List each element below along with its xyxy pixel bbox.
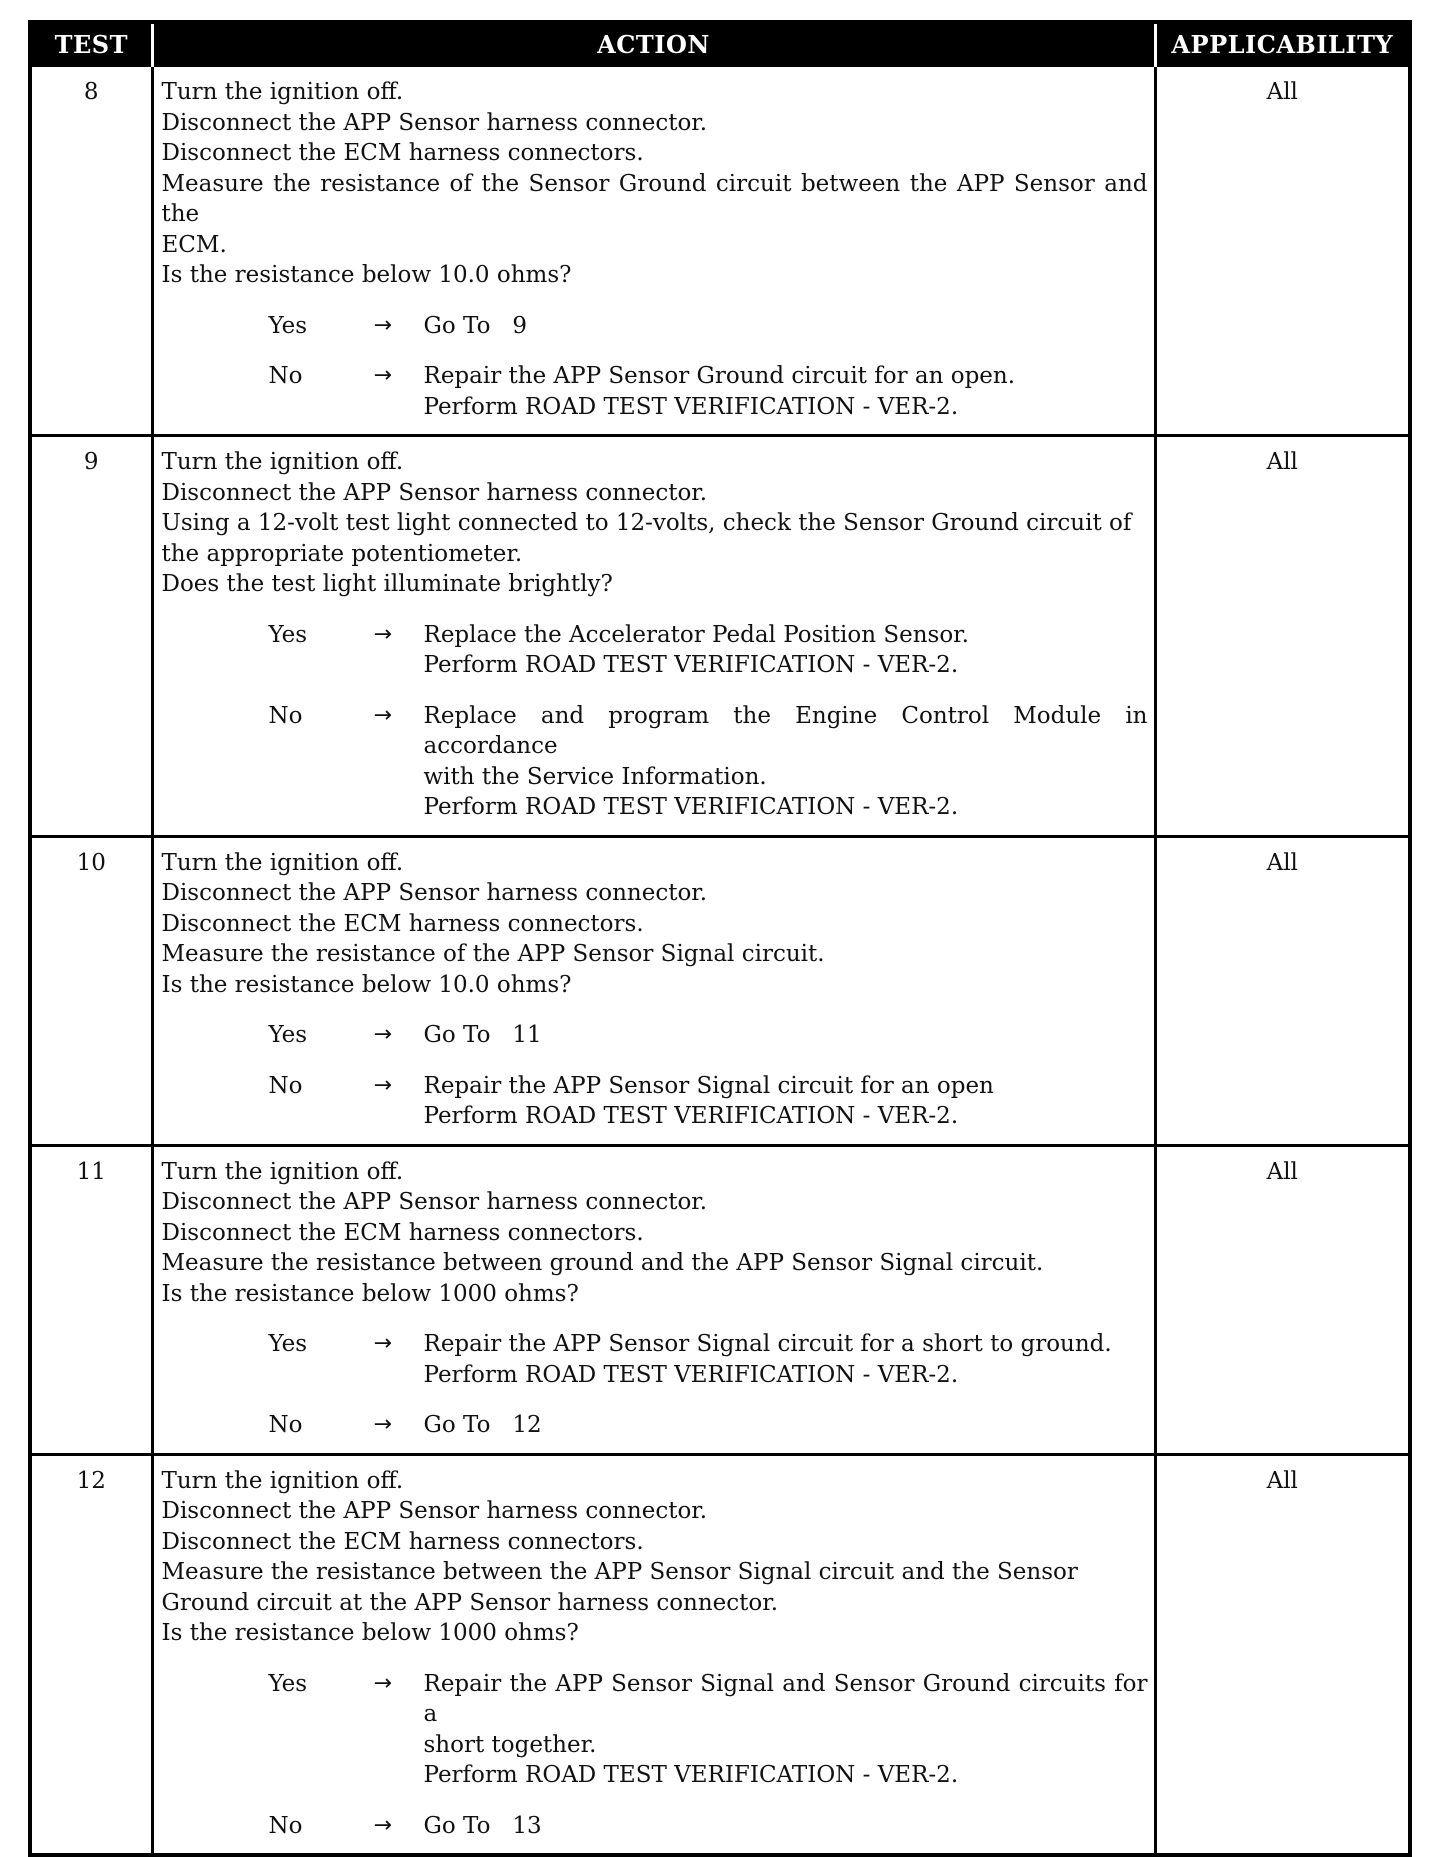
action-instruction: Disconnect the ECM harness connectors.	[161, 140, 644, 166]
applicability-value: All	[1155, 66, 1410, 436]
action-instruction: the appropriate potentiometer.	[161, 540, 523, 567]
no-label: No	[268, 702, 303, 729]
table-header-row	[30, 22, 1410, 66]
right-arrow-icon: →	[373, 621, 392, 647]
action-instruction: Using a 12-volt test light connected to 12-volts, check the Sensor Ground circuit of	[161, 510, 1132, 536]
no-result-line: Perform ROAD TEST VERIFICATION - VER-2.	[423, 1103, 959, 1129]
diagnostic-test-table	[28, 20, 1412, 1857]
yes-answer	[162, 1329, 1148, 1390]
no-result-line: with the Service Information.	[423, 763, 767, 790]
action-instruction: Measure the resistance between ground and the APP Sensor Signal circuit.	[161, 1250, 1044, 1276]
no-result-line: Perform ROAD TEST VERIFICATION - VER-2.	[423, 393, 959, 420]
yes-result	[423, 1669, 1155, 1791]
no-result	[424, 1071, 1148, 1132]
action-cell	[152, 1454, 1155, 1855]
yes-result	[424, 311, 1148, 342]
applicability-value: All	[1155, 1454, 1410, 1855]
no-result-line: Repair the APP Sensor Signal circuit for an open	[423, 1072, 994, 1099]
action-instruction: Measure the resistance of the Sensor Ground circuit between the APP Sensor and the	[161, 170, 1148, 227]
no-result-line: Go To 12	[423, 1412, 542, 1438]
diagnostic-table-page	[28, 20, 1408, 1857]
no-result-line: Replace and program the Engine Control Module in accordance	[423, 702, 1155, 759]
yes-label: Yes	[268, 312, 308, 339]
yes-result-line: Perform ROAD TEST VERIFICATION - VER-2.	[423, 652, 959, 678]
yes-answer	[162, 620, 1148, 681]
no-label: No	[268, 1812, 303, 1839]
action-instruction: ECM.	[161, 231, 227, 258]
header-action: ACTION	[152, 22, 1155, 66]
action-instruction: Is the resistance below 1000 ohms?	[161, 1280, 579, 1307]
action-instruction: Is the resistance below 10.0 ohms?	[161, 971, 572, 998]
right-arrow-icon: →	[373, 1072, 392, 1098]
table-row	[30, 436, 1410, 837]
action-instruction: Turn the ignition off.	[161, 1158, 404, 1185]
test-number: 10	[30, 836, 152, 1145]
action-instruction: Ground circuit at the APP Sensor harness connector.	[161, 1589, 779, 1616]
action-instruction: Turn the ignition off.	[161, 79, 404, 105]
no-label: No	[268, 363, 303, 389]
action-instruction: Disconnect the APP Sensor harness connector.	[161, 479, 708, 506]
right-arrow-icon: →	[373, 702, 392, 728]
yes-result-line: Replace the Accelerator Pedal Position Sensor.	[423, 621, 969, 648]
action-cell	[152, 836, 1155, 1145]
action-instruction: Is the resistance below 1000 ohms?	[161, 1620, 579, 1646]
yes-label: Yes	[268, 1670, 308, 1697]
right-arrow-icon: →	[373, 363, 392, 388]
no-result	[424, 1410, 1148, 1441]
action-cell	[152, 66, 1155, 436]
action-instruction: Disconnect the APP Sensor harness connector.	[161, 880, 708, 906]
action-instruction: Does the test light illuminate brightly?	[161, 571, 613, 597]
right-arrow-icon: →	[373, 1670, 392, 1696]
action-instruction: Disconnect the APP Sensor harness connector.	[161, 1498, 708, 1524]
header-applicability: APPLICABILITY	[1155, 22, 1410, 66]
right-arrow-icon: →	[373, 1331, 392, 1356]
right-arrow-icon: →	[373, 1412, 392, 1437]
no-answer	[162, 1071, 1148, 1132]
yes-result-line: Go To 11	[423, 1022, 542, 1048]
test-number: 11	[30, 1145, 152, 1454]
yes-result-line: Repair the APP Sensor Signal circuit for a short to ground.	[423, 1331, 1112, 1357]
yes-label: Yes	[268, 1331, 308, 1357]
yes-result-line: Perform ROAD TEST VERIFICATION - VER-2.	[423, 1361, 959, 1388]
no-result-line: Perform ROAD TEST VERIFICATION - VER-2.	[423, 794, 959, 820]
no-result-line: Repair the APP Sensor Ground circuit for an open.	[423, 363, 1016, 389]
no-result	[423, 701, 1155, 823]
no-label: No	[268, 1072, 303, 1099]
yes-result-line: Perform ROAD TEST VERIFICATION - VER-2.	[423, 1762, 959, 1788]
no-result-line: Go To 13	[423, 1812, 542, 1839]
test-number: 8	[30, 66, 152, 436]
yes-result-line: Go To 9	[423, 312, 527, 339]
action-instruction: Turn the ignition off.	[161, 849, 404, 876]
action-instruction: Turn the ignition off.	[161, 449, 404, 475]
action-instruction: Disconnect the APP Sensor harness connector.	[161, 109, 708, 136]
yes-answer	[162, 1020, 1148, 1051]
yes-result	[424, 1329, 1148, 1390]
action-instruction: Is the resistance below 10.0 ohms?	[161, 262, 572, 288]
applicability-value: All	[1155, 836, 1410, 1145]
right-arrow-icon: →	[373, 1812, 392, 1838]
no-answer	[162, 1410, 1148, 1441]
yes-result	[424, 620, 1148, 681]
no-answer	[162, 1811, 1148, 1842]
no-result	[424, 1811, 1148, 1842]
action-instruction: Turn the ignition off.	[161, 1467, 404, 1494]
yes-result-line: short together.	[423, 1731, 597, 1758]
action-instruction: Measure the resistance between the APP Sensor Signal circuit and the Sensor	[161, 1559, 1078, 1585]
no-result	[424, 361, 1148, 422]
table-row	[30, 1145, 1410, 1454]
yes-result-line: Repair the APP Sensor Signal and Sensor Ground circuits for a	[423, 1670, 1155, 1727]
no-answer	[162, 701, 1155, 823]
applicability-value: All	[1155, 436, 1410, 837]
test-number: 12	[30, 1454, 152, 1855]
action-cell	[152, 1145, 1155, 1454]
test-number: 9	[30, 436, 152, 837]
no-answer	[162, 361, 1148, 422]
table-row	[30, 66, 1410, 436]
action-instruction: Measure the resistance of the APP Sensor Signal circuit.	[161, 941, 825, 967]
right-arrow-icon: →	[373, 312, 392, 338]
table-row	[30, 1454, 1410, 1855]
yes-label: Yes	[268, 1022, 308, 1048]
header-test: TEST	[30, 22, 152, 66]
right-arrow-icon: →	[373, 1022, 392, 1047]
yes-result	[424, 1020, 1148, 1051]
table-row	[30, 836, 1410, 1145]
action-instruction: Disconnect the ECM harness connectors.	[161, 1528, 644, 1555]
yes-answer	[162, 311, 1148, 342]
action-instruction: Disconnect the ECM harness connectors.	[161, 910, 644, 937]
yes-label: Yes	[268, 621, 308, 648]
no-label: No	[268, 1412, 303, 1438]
yes-answer	[162, 1669, 1155, 1791]
action-instruction: Disconnect the APP Sensor harness connector.	[161, 1189, 708, 1215]
action-instruction: Disconnect the ECM harness connectors.	[161, 1219, 644, 1246]
action-cell	[152, 436, 1155, 837]
applicability-value: All	[1155, 1145, 1410, 1454]
